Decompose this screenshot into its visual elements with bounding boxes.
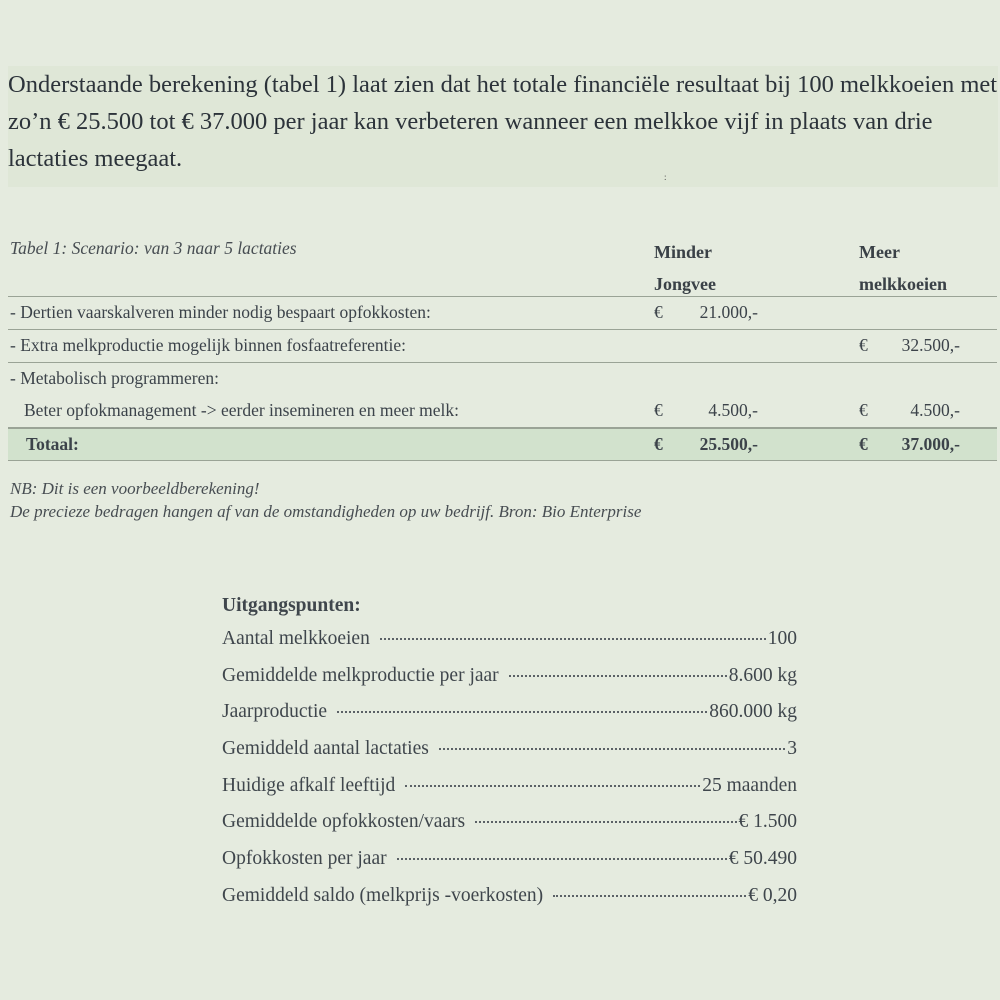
list-item: Jaarproductie 860.000 kg [222, 701, 797, 723]
dot-leader [380, 638, 766, 640]
row-label: Beter opfokmanagement -> eerder insemineren en meer melk: [24, 400, 460, 420]
dot-leader [405, 785, 700, 787]
currency-symbol: € [859, 400, 868, 420]
dot-leader [475, 821, 736, 823]
list-item: Gemiddelde melkproductie per jaar 8.600 kg [222, 664, 797, 686]
scenario-table [8, 232, 997, 461]
total-label: Totaal: [26, 434, 79, 454]
uitgangspunten-title: Uitgangspunten: [222, 595, 361, 616]
row-label: - Dertien vaarskalveren minder nodig bespaart opfokkosten: [10, 302, 431, 322]
currency-symbol: € [654, 400, 663, 420]
dot-leader [337, 711, 707, 713]
table-row [8, 363, 997, 395]
list-item: Gemiddelde opfokkosten/vaars € 1.500 [222, 811, 797, 833]
amount-minder-jongvee: 21.000,- [699, 302, 758, 322]
column-header-minder-jongvee: Minder Jongvee [654, 242, 716, 294]
uitgangspunten-list [222, 592, 797, 922]
dot-leader [439, 748, 785, 750]
list-item: Aantal melkkoeien 100 [222, 628, 797, 649]
list-item: Gemiddeld aantal lactaties 3 [222, 738, 797, 760]
intro-paragraph: Onderstaande berekening (tabel 1) laat zien dat het totale financiële resultaat bij 100 melkkoeien met zo’n € 25.500 tot € 37.000 per jaar kan verbeteren wanneer een melkkoe vijf in plaats van drie lactaties meegaat. [8, 66, 998, 187]
note-line-1: NB: Dit is een voorbeeldberekening! [10, 479, 260, 498]
amount-meer-melkkoeien: 4.500,- [910, 400, 960, 420]
currency-symbol: € [859, 434, 868, 454]
dot-leader [397, 858, 727, 860]
note-line-2: De precieze bedragen hangen af van de omstandigheden op uw bedrijf. Bron: Bio Enterprise [10, 502, 642, 521]
currency-symbol: € [859, 335, 868, 355]
total-minder-jongvee: 25.500,- [699, 434, 758, 454]
list-item: Huidige afkalf leeftijd 25 maanden [222, 774, 797, 796]
table-row [8, 395, 997, 428]
table-header [8, 232, 997, 297]
list-item: Gemiddeld saldo (melkprijs -voerkosten) € 0,20 [222, 884, 797, 906]
amount-meer-melkkoeien: 32.500,- [901, 335, 960, 355]
column-header-meer-melkkoeien: Meer melkkoeien [859, 242, 947, 294]
table-note [10, 477, 641, 523]
table-row [8, 330, 997, 363]
currency-symbol: € [654, 434, 663, 454]
table-caption: Tabel 1: Scenario: van 3 naar 5 lactaties [10, 238, 297, 258]
table-row [8, 297, 997, 330]
table-total-row [8, 428, 997, 461]
currency-symbol: € [654, 302, 663, 322]
stray-mark: : [664, 172, 667, 182]
dot-leader [509, 675, 727, 677]
row-label: - Extra melkproductie mogelijk binnen fosfaatreferentie: [10, 335, 407, 355]
dot-leader [553, 895, 746, 897]
amount-minder-jongvee: 4.500,- [708, 400, 758, 420]
total-meer-melkkoeien: 37.000,- [901, 434, 960, 454]
list-item: Opfokkosten per jaar € 50.490 [222, 848, 797, 870]
row-label: - Metabolisch programmeren: [10, 368, 219, 388]
